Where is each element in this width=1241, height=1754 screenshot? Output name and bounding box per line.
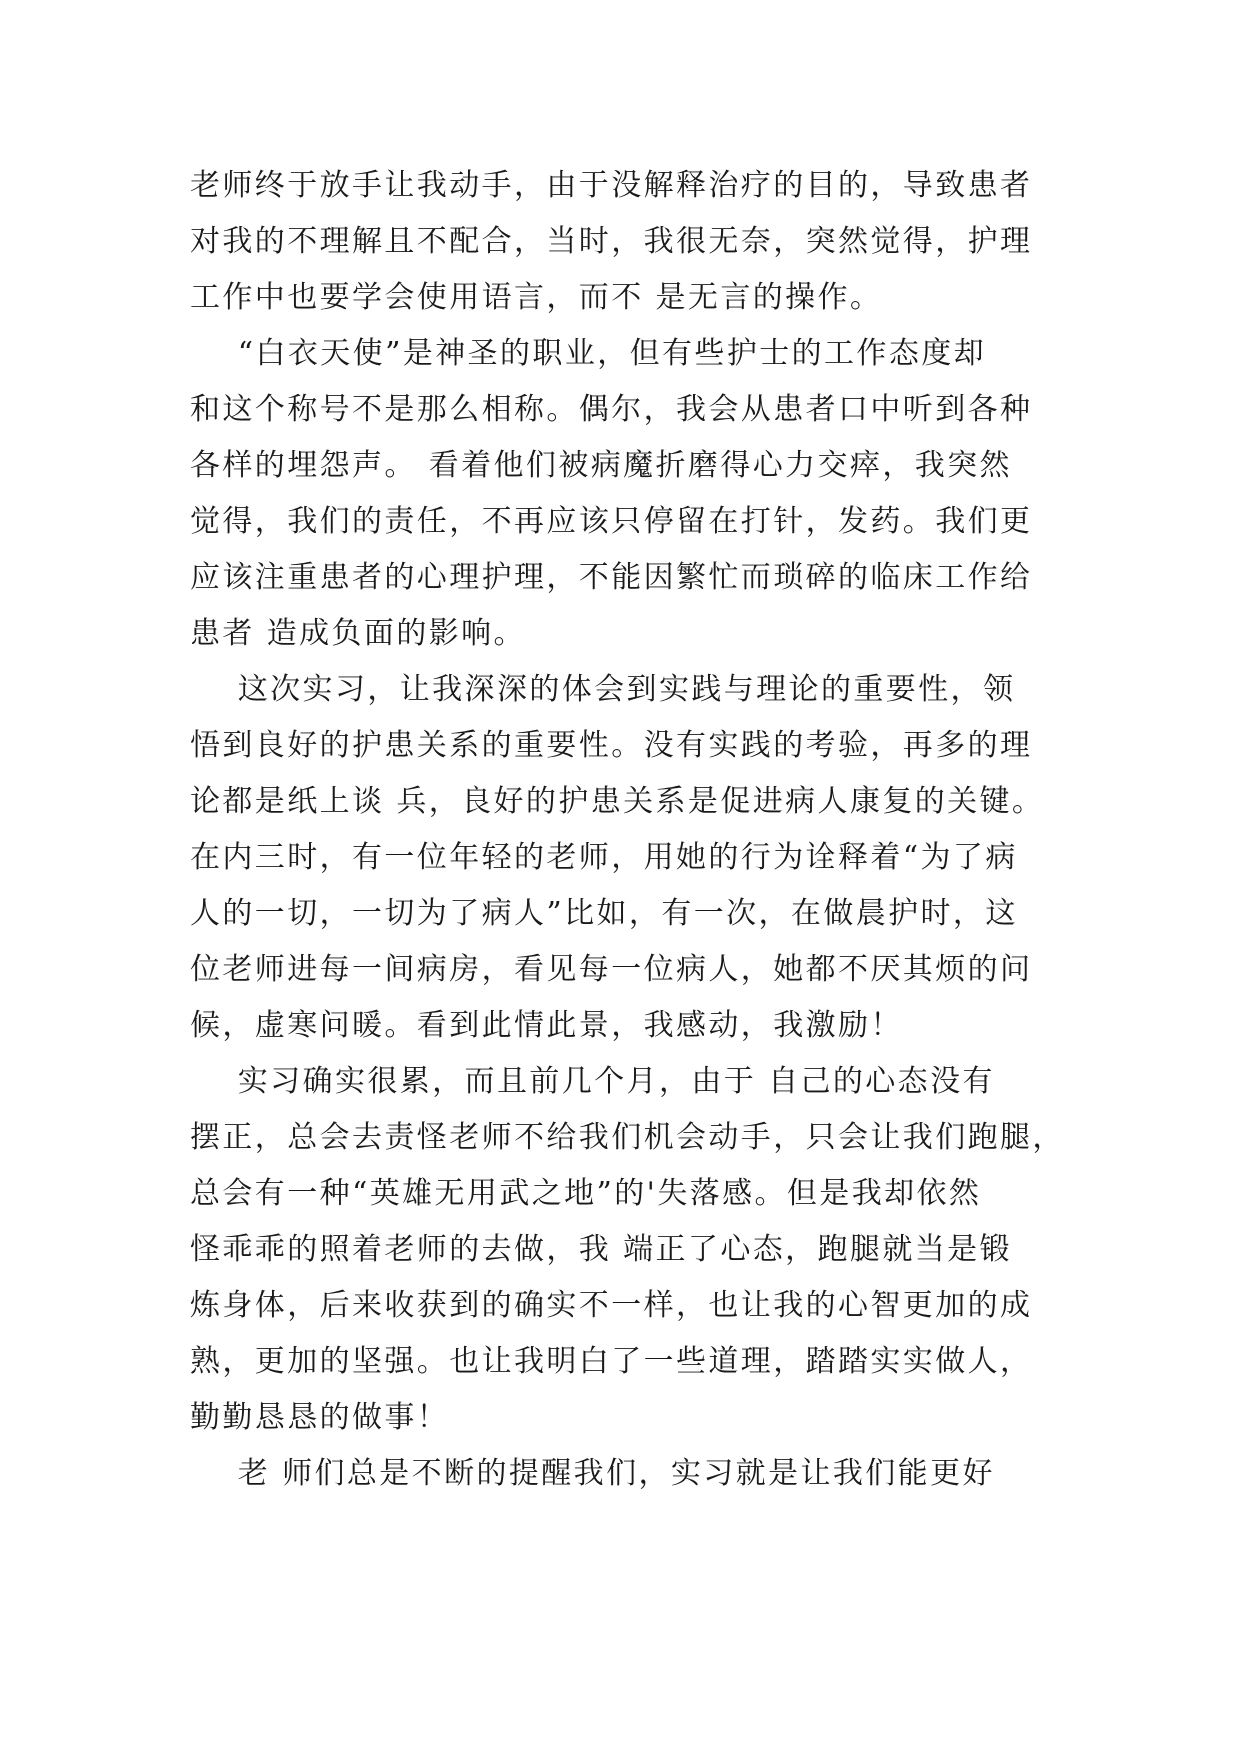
text-line: 悟到良好的护患关系的重要性。没有实践的考验，再多的理	[190, 728, 1033, 763]
text-line: 患者 造成负面的影响。	[190, 616, 526, 651]
text-line: 总会有一种“英雄无用武之地”的'失落感。但是我却依然	[190, 1176, 982, 1211]
text-line: 人的一切，一切为了病人”比如，有一次，在做晨护时，这	[190, 896, 1018, 931]
text-line: 论都是纸上谈 兵，良好的护患关系是促进病人康复的关键。	[190, 784, 1045, 819]
text-line: 这次实习，让我深深的体会到实践与理论的重要性，领	[190, 672, 1016, 707]
text-line: 熟，更加的坚强。也让我明白了一些道理，踏踏实实做人，	[190, 1344, 1033, 1379]
text-line: 实习确实很累，而且前几个月，由于 自己的心态没有	[190, 1064, 995, 1099]
text-line: 勤勤恳恳的做事！	[190, 1400, 450, 1435]
text-line: 炼身体，后来收获到的确实不一样，也让我的心智更加的成	[190, 1288, 1033, 1323]
body-text	[190, 158, 1090, 1502]
text-line: “白衣天使”是神圣的职业，但有些护士的工作态度却	[190, 336, 987, 371]
text-line: 觉得，我们的责任，不再应该只停留在打针，发药。我们更	[190, 504, 1033, 539]
text-line: 怪乖乖的照着老师的去做，我 端正了心态，跑腿就当是锻	[190, 1232, 1012, 1267]
text-line: 工作中也要学会使用语言，而不 是无言的操作。	[190, 280, 883, 315]
text-line: 在内三时，有一位年轻的老师，用她的行为诠释着“为了病	[190, 840, 1018, 875]
text-line: 应该注重患者的心理护理，不能因繁忙而琐碎的临床工作给	[190, 560, 1033, 595]
text-line: 位老师进每一间病房，看见每一位病人，她都不厌其烦的问	[190, 952, 1033, 987]
text-line: 老师终于放手让我动手，由于没解释治疗的目的，导致患者	[190, 168, 1033, 203]
text-line: 摆正，总会去责怪老师不给我们机会动手，只会让我们跑腿，	[190, 1120, 1065, 1155]
text-line: 老 师们总是不断的提醒我们，实习就是让我们能更好	[190, 1456, 995, 1491]
text-line: 各样的埋怨声。 看着他们被病魔折磨得心力交瘁，我突然	[190, 448, 1012, 483]
text-line: 候，虚寒问暖。看到此情此景，我感动，我激励！	[190, 1008, 903, 1043]
text-line: 和这个称号不是那么相称。偶尔，我会从患者口中听到各种	[190, 392, 1033, 427]
text-line: 对我的不理解且不配合，当时，我很无奈，突然觉得，护理	[190, 224, 1033, 259]
